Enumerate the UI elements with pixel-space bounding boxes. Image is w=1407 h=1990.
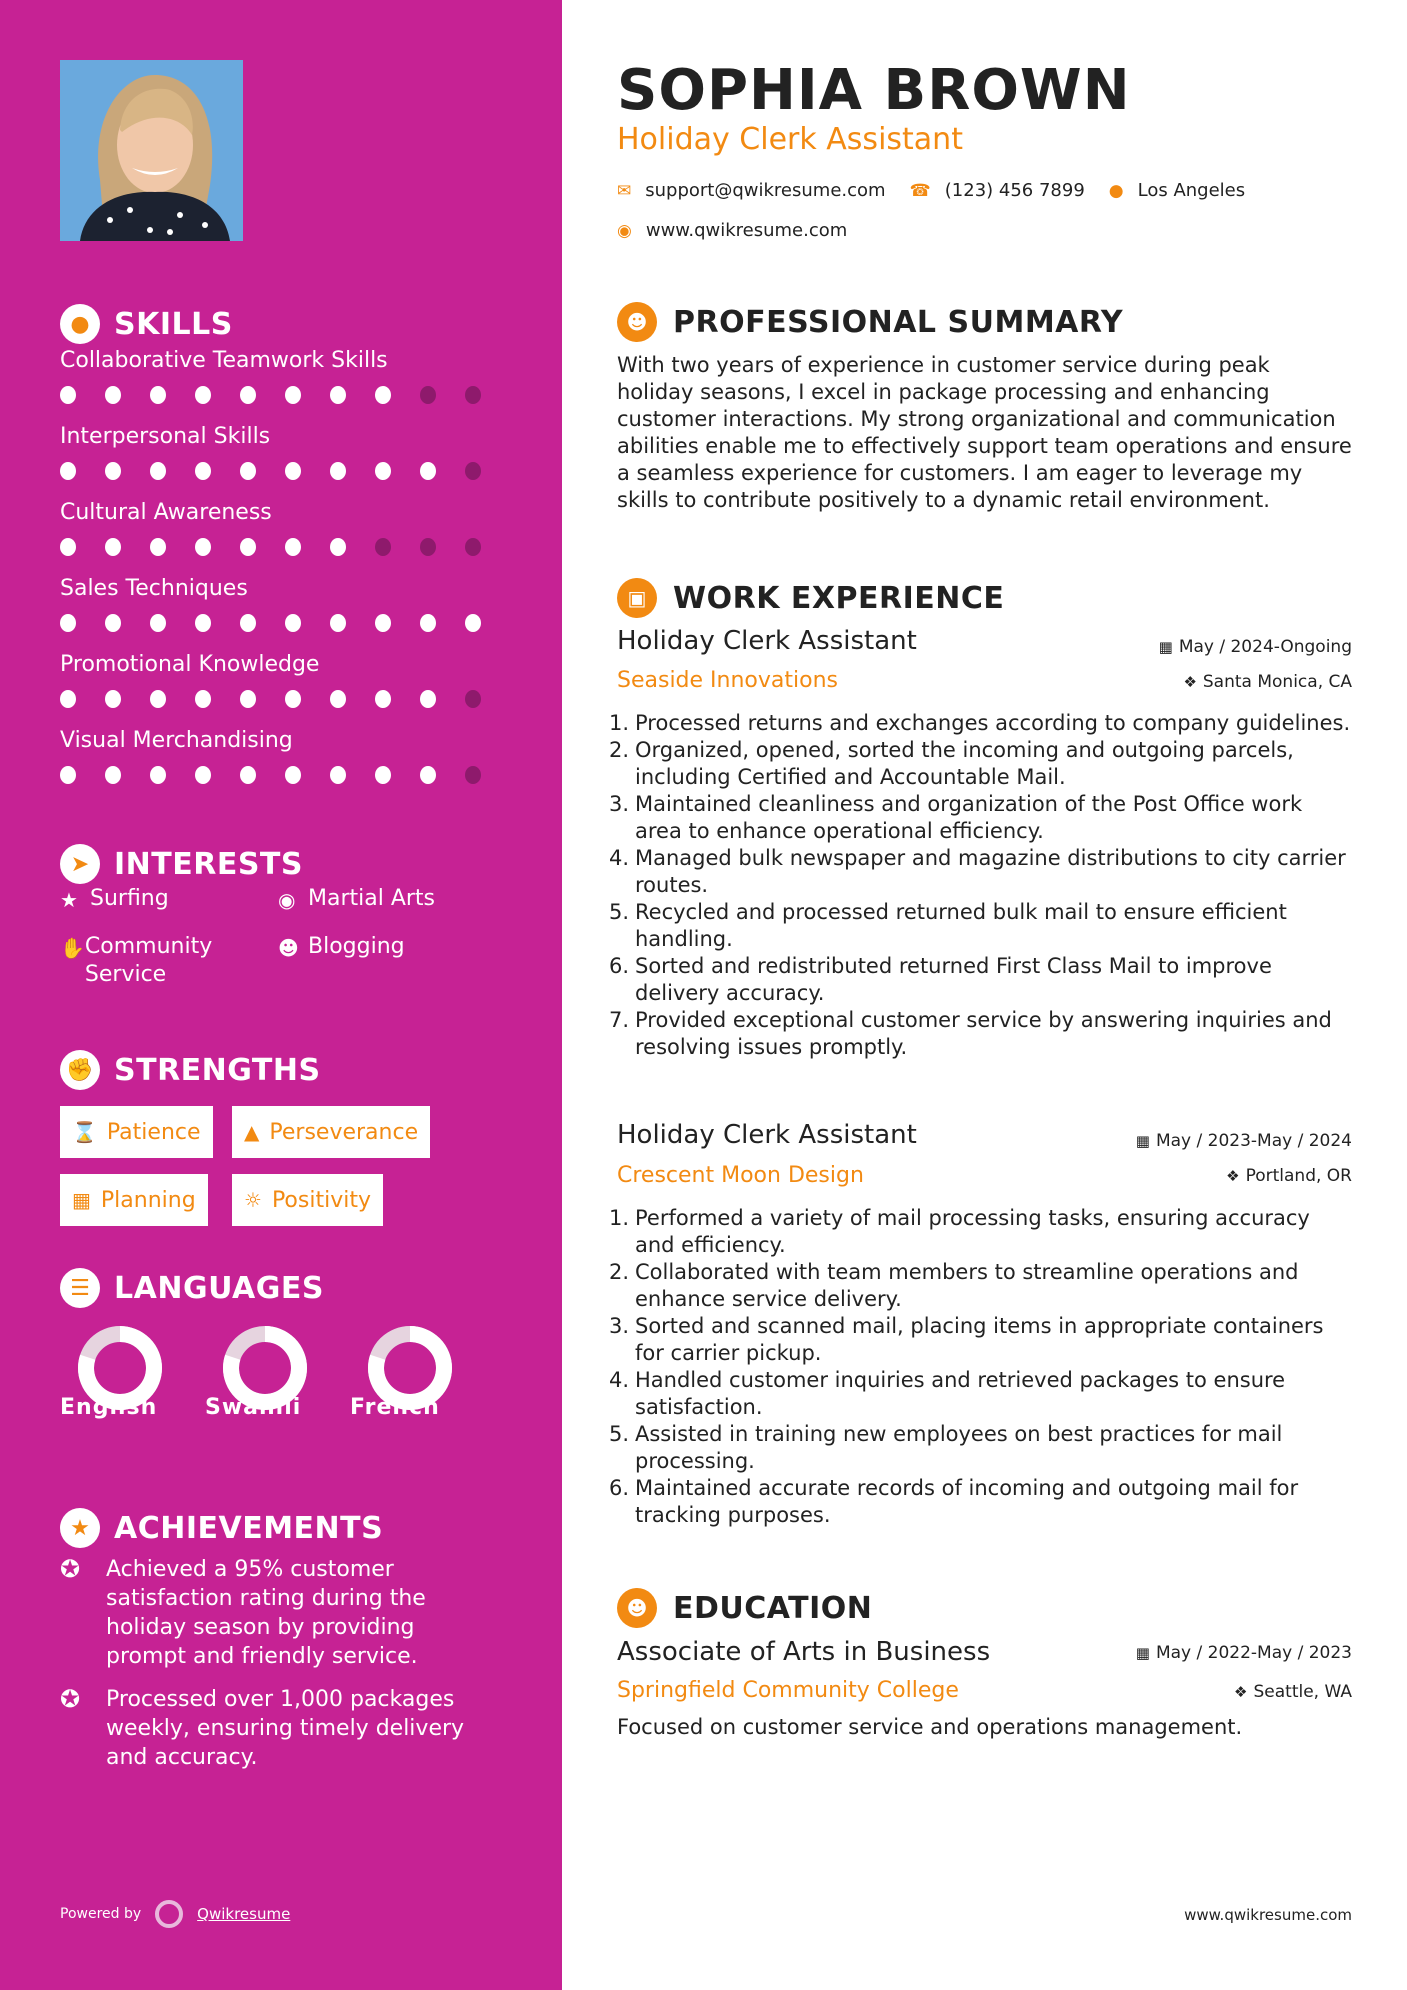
skill-name: Promotional Knowledge: [60, 652, 320, 677]
skills-list: [60, 346, 510, 802]
job-bullet-text: Managed bulk newspaper and magazine distributions to city carrier routes.: [635, 846, 1346, 897]
education-description: Focused on customer service and operations management.: [617, 1715, 1243, 1739]
job-bullet: 6. Sorted and redistributed returned First Class Mail to improve delivery accuracy.: [617, 953, 1352, 1007]
users-icon: ☻: [278, 936, 299, 960]
job-location: [1183, 672, 1352, 692]
rating-dot: [240, 462, 256, 480]
rating-dot: [105, 614, 121, 632]
globe-icon: ◉: [278, 888, 296, 912]
interest-item: [60, 933, 240, 989]
job-date-text: May / 2023-May / 2024: [1155, 1131, 1352, 1151]
languages-heading: [60, 1266, 324, 1310]
rating-dot: [105, 766, 121, 784]
interests-title: INTERESTS: [114, 846, 303, 882]
rating-dot: [150, 538, 166, 556]
skill-item: [60, 422, 510, 498]
job-bullet-text: Provided exceptional customer service by answering inquiries and resolving issues promptly.: [635, 1008, 1332, 1059]
rating-dot: [330, 766, 346, 784]
language-name: English: [60, 1395, 158, 1420]
rating-dot: [105, 538, 121, 556]
footer-url[interactable]: www.qwikresume.com: [1184, 1906, 1352, 1924]
language-name: Swahili: [205, 1395, 302, 1420]
strength-badge: [60, 1174, 208, 1226]
powered-by-text: Powered by: [60, 1906, 142, 1922]
rating-dot: [420, 386, 436, 404]
calendar-icon: ▦: [1135, 1644, 1150, 1662]
profile-photo: [60, 60, 243, 241]
strength-label: Planning: [100, 1187, 196, 1213]
job-bullet-text: Collaborated with team members to streamline operations and enhance service delivery.: [635, 1260, 1299, 1311]
rating-dot: [375, 766, 391, 784]
job-date: [1159, 637, 1352, 657]
rating-dot: [60, 462, 76, 480]
rating-dot: [420, 690, 436, 708]
rating-dot: [195, 386, 211, 404]
education-date-text: May / 2022-May / 2023: [1155, 1643, 1352, 1663]
language-item: [205, 1325, 325, 1420]
rating-dot: [60, 766, 76, 784]
job-bullet: 1. Performed a variety of mail processing tasks, ensuring accuracy and efficiency.: [617, 1205, 1352, 1259]
interest-label: Surfing: [90, 886, 169, 911]
job-bullet: 2. Collaborated with team members to streamline operations and enhance service delivery.: [617, 1259, 1352, 1313]
rating-dot: [375, 538, 391, 556]
job-bullet-text: Sorted and redistributed returned First Class Mail to improve delivery accuracy.: [635, 954, 1272, 1005]
skill-item: [60, 650, 510, 726]
strength-badge: [232, 1174, 383, 1226]
achievement-text: Processed over 1,000 packages weekly, ensuring timely delivery and accuracy.: [106, 1687, 465, 1770]
skills-title: SKILLS: [114, 306, 233, 342]
rating-dot: [60, 690, 76, 708]
rating-dot: [465, 462, 481, 480]
sun-icon: ☼: [244, 1188, 262, 1212]
rating-dot: [285, 538, 301, 556]
rating-dot: [105, 386, 121, 404]
job-bullet: 4. Handled customer inquiries and retrieved packages to ensure satisfaction.: [617, 1367, 1352, 1421]
job-bullets: [609, 1205, 1352, 1529]
rating-dot: [330, 538, 346, 556]
rating-dot: [330, 386, 346, 404]
job-bullet-text: Recycled and processed returned bulk mail to ensure efficient handling.: [635, 900, 1287, 951]
achievements-title: ACHIEVEMENTS: [114, 1510, 384, 1546]
rating-dot: [465, 766, 481, 784]
job-bullet-text: Maintained accurate records of incoming and outgoing mail for tracking purposes.: [635, 1476, 1299, 1527]
summary-title: PROFESSIONAL SUMMARY: [673, 304, 1124, 340]
summary-heading: [617, 300, 1123, 344]
achievements-list: [60, 1555, 490, 1786]
phone-icon: ☎: [909, 180, 931, 201]
interest-label: Blogging: [308, 934, 405, 959]
strength-label: Perseverance: [269, 1119, 419, 1145]
achievement-text: Achieved a 95% customer satisfaction rating during the holiday season by providing prompt and friendly service.: [106, 1557, 426, 1669]
shooting-star-icon: ✪: [60, 1685, 81, 1713]
interest-label: Martial Arts: [308, 886, 436, 911]
job-bullet: 3. Maintained cleanliness and organization of the Post Office work area to enhance operational efficiency.: [617, 791, 1352, 845]
skill-rating: [60, 614, 510, 632]
job-company: Crescent Moon Design: [617, 1163, 864, 1188]
education-location: [1234, 1682, 1352, 1702]
lightbulb-icon: ●: [60, 304, 100, 344]
education-date: [1136, 1643, 1352, 1663]
rating-dot: [465, 386, 481, 404]
user-icon: ☻: [617, 302, 657, 342]
job-company: Seaside Innovations: [617, 668, 838, 693]
job-title: Holiday Clerk Assistant: [617, 1120, 917, 1150]
contact-website[interactable]: www.qwikresume.com: [645, 220, 848, 241]
road-icon: ▲: [244, 1120, 260, 1144]
fist-icon: ✊: [60, 1050, 100, 1090]
rating-dot: [375, 690, 391, 708]
skill-name: Sales Techniques: [60, 576, 248, 601]
job-bullet-text: Maintained cleanliness and organization of the Post Office work area to enhance operational efficiency.: [635, 792, 1303, 843]
job-bullet: 2. Organized, opened, sorted the incoming and outgoing parcels, including Certified and Accountable Mail.: [617, 737, 1352, 791]
interests-heading: [60, 842, 303, 886]
pin-icon: ❖: [1183, 673, 1197, 691]
skill-rating: [60, 462, 510, 480]
rating-dot: [240, 386, 256, 404]
paper-plane-icon: ➤: [60, 844, 100, 884]
calendar-icon: ▦: [1158, 638, 1173, 656]
skill-item: [60, 574, 510, 650]
job-bullet: 4. Managed bulk newspaper and magazine distributions to city carrier routes.: [617, 845, 1352, 899]
hourglass-icon: ⌛: [72, 1120, 97, 1144]
rating-dot: [330, 690, 346, 708]
rating-dot: [375, 462, 391, 480]
strength-badge: [232, 1106, 430, 1158]
rating-dot: [105, 690, 121, 708]
rating-dot: [330, 462, 346, 480]
job-bullet: 6. Maintained accurate records of incoming and outgoing mail for tracking purposes.: [617, 1475, 1352, 1529]
job-bullets: [609, 710, 1352, 1061]
language-icon: ☰: [60, 1268, 100, 1308]
language-name: French: [350, 1395, 440, 1420]
rating-dot: [105, 462, 121, 480]
job-bullet-text: Assisted in training new employees on best practices for mail processing.: [635, 1422, 1283, 1473]
job-bullet-text: Handled customer inquiries and retrieved packages to ensure satisfaction.: [635, 1368, 1286, 1419]
contact-phone: (123) 456 7899: [944, 180, 1085, 201]
qwikresume-logo-icon: [155, 1900, 183, 1928]
rating-dot: [285, 614, 301, 632]
rating-dot: [285, 462, 301, 480]
skill-name: Collaborative Teamwork Skills: [60, 348, 388, 373]
rating-dot: [195, 462, 211, 480]
star-icon: ★: [60, 888, 78, 912]
calendar-icon: ▦: [72, 1188, 91, 1212]
briefcase-icon: ▣: [617, 578, 657, 618]
strength-badge: [60, 1106, 213, 1158]
rating-dot: [375, 614, 391, 632]
skill-rating: [60, 690, 510, 708]
trophy-icon: ★: [60, 1508, 100, 1548]
skill-rating: [60, 766, 510, 784]
rating-dot: [60, 386, 76, 404]
rating-dot: [465, 538, 481, 556]
contact-location: Los Angeles: [1137, 180, 1246, 201]
rating-dot: [150, 462, 166, 480]
job-bullet: 1. Processed returns and exchanges according to company guidelines.: [609, 711, 1351, 735]
rating-dot: [420, 614, 436, 632]
achievement-item: [60, 1685, 490, 1772]
job-location: [1226, 1166, 1352, 1186]
rating-dot: [150, 386, 166, 404]
contact-email[interactable]: support@qwikresume.com: [645, 180, 886, 201]
hand-icon: ✋: [60, 936, 85, 960]
job-location-text: Portland, OR: [1245, 1166, 1352, 1186]
graduation-icon: ☻: [617, 1588, 657, 1628]
skill-item: [60, 726, 510, 802]
skill-rating: [60, 386, 510, 404]
strength-label: Patience: [106, 1119, 201, 1145]
skill-name: Interpersonal Skills: [60, 424, 271, 449]
sidebar: [0, 0, 562, 1990]
skill-name: Visual Merchandising: [60, 728, 293, 753]
pin-icon: ❖: [1234, 1683, 1248, 1701]
rating-dot: [60, 614, 76, 632]
job-bullet-text: Sorted and scanned mail, placing items in appropriate containers for carrier pickup.: [635, 1314, 1324, 1365]
candidate-name: SOPHIA BROWN: [617, 58, 1131, 123]
rating-dot: [465, 614, 481, 632]
education-heading: [617, 1586, 872, 1630]
education-school: Springfield Community College: [617, 1678, 959, 1703]
powered-by: [60, 1900, 290, 1928]
language-item: [350, 1325, 470, 1420]
achievement-item: [60, 1555, 490, 1671]
languages-title: LANGUAGES: [114, 1270, 324, 1306]
job-bullet-text: Processed returns and exchanges according to company guidelines.: [635, 711, 1351, 735]
job-date: [1136, 1131, 1352, 1151]
contact-row: [617, 220, 847, 241]
strengths-title: STRENGTHS: [114, 1052, 321, 1088]
skills-heading: [60, 302, 233, 346]
rating-dot: [285, 386, 301, 404]
rating-dot: [420, 538, 436, 556]
rating-dot: [375, 386, 391, 404]
qwikresume-link[interactable]: Qwikresume: [197, 1905, 291, 1923]
rating-dot: [285, 690, 301, 708]
rating-dot: [150, 614, 166, 632]
experience-title: WORK EXPERIENCE: [673, 580, 1005, 616]
rating-dot: [420, 766, 436, 784]
rating-dot: [150, 766, 166, 784]
rating-dot: [240, 766, 256, 784]
candidate-role: Holiday Clerk Assistant: [617, 122, 963, 157]
rating-dot: [195, 766, 211, 784]
strengths-heading: [60, 1048, 321, 1092]
job-bullet: 5. Assisted in training new employees on best practices for mail processing.: [617, 1421, 1352, 1475]
interest-item: [60, 885, 169, 914]
rating-dot: [240, 690, 256, 708]
job-bullet: 5. Recycled and processed returned bulk mail to ensure efficient handling.: [617, 899, 1352, 953]
rating-dot: [240, 538, 256, 556]
contact-row: [617, 180, 1245, 201]
education-title: EDUCATION: [673, 1590, 873, 1626]
rating-dot: [150, 690, 166, 708]
experience-heading: [617, 576, 1004, 620]
skill-name: Cultural Awareness: [60, 500, 272, 525]
job-bullet: 7. Provided exceptional customer service by answering inquiries and resolving issues promptly.: [617, 1007, 1352, 1061]
achievements-heading: [60, 1506, 383, 1550]
job-title: Holiday Clerk Assistant: [617, 626, 917, 656]
rating-dot: [195, 690, 211, 708]
summary-text: With two years of experience in customer service during peak holiday seasons, I excel in package processing and enhancing customer interactions. My strong organizational and communication abilities enable me to effectively support team operations and ensure a seamless experience for customers. I am eager to leverage my skills to contribute positively to a dynamic retail environment.: [617, 353, 1352, 512]
strength-label: Positivity: [271, 1187, 371, 1213]
job-date-text: May / 2024-Ongoing: [1178, 637, 1352, 657]
shooting-star-icon: ✪: [60, 1555, 81, 1583]
job-bullet-text: Organized, opened, sorted the incoming and outgoing parcels, including Certified and Accountable Mail.: [635, 738, 1294, 789]
rating-dot: [195, 614, 211, 632]
job-location-text: Santa Monica, CA: [1202, 672, 1352, 692]
calendar-icon: ▦: [1135, 1132, 1150, 1150]
job-bullet-text: Performed a variety of mail processing tasks, ensuring accuracy and efficiency.: [635, 1206, 1310, 1257]
education-degree: Associate of Arts in Business: [617, 1637, 991, 1667]
rating-dot: [285, 766, 301, 784]
rating-dot: [240, 614, 256, 632]
job-bullet: 3. Sorted and scanned mail, placing items in appropriate containers for carrier pickup.: [617, 1313, 1352, 1367]
interest-item: [278, 933, 405, 962]
education-location-text: Seattle, WA: [1253, 1682, 1352, 1702]
rating-dot: [60, 538, 76, 556]
skill-item: [60, 498, 510, 574]
skill-rating: [60, 538, 510, 556]
interest-label: Community Service: [84, 934, 213, 987]
rating-dot: [195, 538, 211, 556]
skill-item: [60, 346, 510, 422]
rating-dot: [420, 462, 436, 480]
language-item: [60, 1325, 180, 1420]
interest-item: [278, 885, 435, 914]
map-pin-icon: ●: [1108, 180, 1124, 201]
envelope-icon: ✉: [617, 180, 632, 201]
rating-dot: [330, 614, 346, 632]
globe-icon: ◉: [617, 220, 632, 241]
pin-icon: ❖: [1226, 1167, 1240, 1185]
rating-dot: [465, 690, 481, 708]
